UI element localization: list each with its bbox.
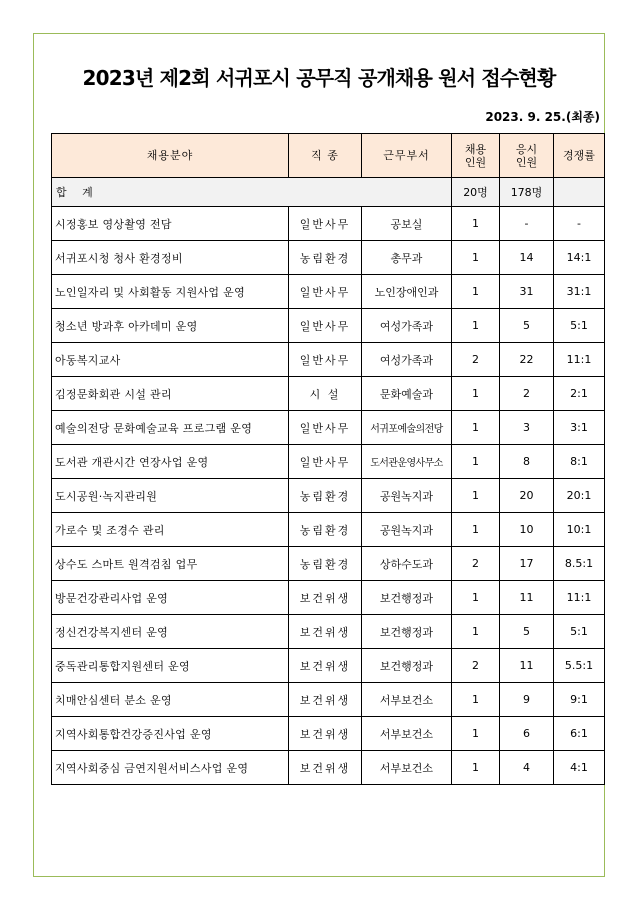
cell-field: 지역사회중심 금연지원서비스사업 운영 — [52, 751, 289, 785]
cell-dept: 총무과 — [362, 241, 452, 275]
cell-job: 일반사무 — [289, 411, 362, 445]
header-field: 채용분야 — [52, 134, 289, 178]
cell-job: 보건위생 — [289, 649, 362, 683]
cell-ratio: 6:1 — [554, 717, 605, 751]
cell-hire: 1 — [452, 751, 500, 785]
cell-hire: 1 — [452, 581, 500, 615]
cell-dept: 서부보건소 — [362, 717, 452, 751]
cell-ratio: 14:1 — [554, 241, 605, 275]
cell-ratio: 5:1 — [554, 309, 605, 343]
cell-hire: 1 — [452, 241, 500, 275]
cell-hire: 1 — [452, 513, 500, 547]
cell-ratio: 9:1 — [554, 683, 605, 717]
cell-applicants: 17 — [500, 547, 554, 581]
cell-ratio: 8.5:1 — [554, 547, 605, 581]
cell-hire: 1 — [452, 445, 500, 479]
table-row — [52, 751, 605, 785]
table-row — [52, 547, 605, 581]
table-row — [52, 275, 605, 309]
cell-job: 농림환경 — [289, 241, 362, 275]
cell-hire: 1 — [452, 377, 500, 411]
cell-dept: 공원녹지과 — [362, 479, 452, 513]
cell-hire: 1 — [452, 411, 500, 445]
total-applicants: 178명 — [500, 178, 554, 207]
header-applicants — [500, 134, 554, 178]
header-job: 직 종 — [289, 134, 362, 178]
cell-job: 농림환경 — [289, 479, 362, 513]
cell-ratio: 3:1 — [554, 411, 605, 445]
cell-hire: 1 — [452, 309, 500, 343]
cell-dept: 보건행정과 — [362, 581, 452, 615]
cell-dept: 보건행정과 — [362, 615, 452, 649]
cell-dept: 여성가족과 — [362, 309, 452, 343]
cell-field: 도서관 개관시간 연장사업 운영 — [52, 445, 289, 479]
table-row — [52, 411, 605, 445]
total-row — [52, 178, 605, 207]
cell-applicants: 14 — [500, 241, 554, 275]
cell-ratio: 5:1 — [554, 615, 605, 649]
cell-field: 치매안심센터 분소 운영 — [52, 683, 289, 717]
cell-hire: 1 — [452, 717, 500, 751]
cell-job: 일반사무 — [289, 343, 362, 377]
cell-field: 노인일자리 및 사회활동 지원사업 운영 — [52, 275, 289, 309]
table-row — [52, 377, 605, 411]
cell-field: 예술의전당 문화예술교육 프로그램 운영 — [52, 411, 289, 445]
cell-hire: 2 — [452, 649, 500, 683]
cell-ratio: 20:1 — [554, 479, 605, 513]
page-title: 2023년 제2회 서귀포시 공무직 공개채용 원서 접수현황 — [82, 66, 556, 90]
cell-applicants: 3 — [500, 411, 554, 445]
cell-job: 보건위생 — [289, 683, 362, 717]
cell-dept: 여성가족과 — [362, 343, 452, 377]
cell-applicants: 11 — [500, 649, 554, 683]
cell-applicants: 31 — [500, 275, 554, 309]
cell-field: 상수도 스마트 원격검침 업무 — [52, 547, 289, 581]
cell-ratio: 5.5:1 — [554, 649, 605, 683]
cell-hire: 2 — [452, 547, 500, 581]
cell-job: 보건위생 — [289, 717, 362, 751]
table-row — [52, 479, 605, 513]
cell-field: 정신건강복지센터 운영 — [52, 615, 289, 649]
cell-job: 일반사무 — [289, 445, 362, 479]
cell-dept: 서부보건소 — [362, 751, 452, 785]
header-hire — [452, 134, 500, 178]
total-ratio — [554, 178, 605, 207]
cell-applicants: 11 — [500, 581, 554, 615]
table-row — [52, 513, 605, 547]
report-date: 2023. 9. 25.(최종) — [485, 110, 600, 124]
cell-field: 방문건강관리사업 운영 — [52, 581, 289, 615]
cell-job: 시 설 — [289, 377, 362, 411]
cell-ratio: 10:1 — [554, 513, 605, 547]
cell-applicants: 4 — [500, 751, 554, 785]
cell-applicants: 10 — [500, 513, 554, 547]
cell-hire: 1 — [452, 615, 500, 649]
table-row — [52, 241, 605, 275]
cell-job: 일반사무 — [289, 275, 362, 309]
cell-hire: 1 — [452, 479, 500, 513]
header-ratio: 경쟁률 — [554, 134, 605, 178]
cell-dept: 공보실 — [362, 207, 452, 241]
cell-field: 지역사회통합건강증진사업 운영 — [52, 717, 289, 751]
cell-job: 일반사무 — [289, 207, 362, 241]
cell-applicants: 8 — [500, 445, 554, 479]
header-applicants-text: 응시 인원 — [515, 142, 538, 169]
cell-dept: 보건행정과 — [362, 649, 452, 683]
cell-applicants: 9 — [500, 683, 554, 717]
cell-applicants: 22 — [500, 343, 554, 377]
cell-ratio: 8:1 — [554, 445, 605, 479]
cell-ratio: 4:1 — [554, 751, 605, 785]
table-row — [52, 649, 605, 683]
table-row — [52, 683, 605, 717]
cell-applicants: 5 — [500, 309, 554, 343]
cell-applicants: 20 — [500, 479, 554, 513]
total-hire: 20명 — [452, 178, 500, 207]
cell-dept: 공원녹지과 — [362, 513, 452, 547]
cell-hire: 1 — [452, 683, 500, 717]
cell-dept: 문화예술과 — [362, 377, 452, 411]
cell-job: 농림환경 — [289, 513, 362, 547]
cell-ratio: 11:1 — [554, 581, 605, 615]
cell-field: 아동복지교사 — [52, 343, 289, 377]
cell-applicants: 6 — [500, 717, 554, 751]
recruitment-table — [51, 133, 605, 785]
cell-dept: 서귀포예술의전당 — [362, 411, 452, 445]
cell-dept: 서부보건소 — [362, 683, 452, 717]
table-row — [52, 615, 605, 649]
table-row — [52, 343, 605, 377]
cell-applicants: - — [500, 207, 554, 241]
cell-job: 보건위생 — [289, 751, 362, 785]
table-row — [52, 207, 605, 241]
table-row — [52, 309, 605, 343]
cell-field: 가로수 및 조경수 관리 — [52, 513, 289, 547]
cell-job: 농림환경 — [289, 547, 362, 581]
cell-job: 보건위생 — [289, 615, 362, 649]
table-row — [52, 581, 605, 615]
cell-dept: 상하수도과 — [362, 547, 452, 581]
cell-hire: 1 — [452, 207, 500, 241]
total-label: 합 계 — [52, 178, 452, 207]
header-row — [52, 134, 605, 178]
cell-field: 청소년 방과후 아카데미 운영 — [52, 309, 289, 343]
cell-hire: 1 — [452, 275, 500, 309]
table-row — [52, 717, 605, 751]
cell-dept: 노인장애인과 — [362, 275, 452, 309]
cell-job: 보건위생 — [289, 581, 362, 615]
cell-ratio: 2:1 — [554, 377, 605, 411]
cell-field: 김정문화회관 시설 관리 — [52, 377, 289, 411]
cell-ratio: 11:1 — [554, 343, 605, 377]
cell-applicants: 5 — [500, 615, 554, 649]
header-hire-text: 채용 인원 — [464, 142, 487, 169]
cell-field: 서귀포시청 청사 환경정비 — [52, 241, 289, 275]
header-dept: 근무부서 — [362, 134, 452, 178]
cell-hire: 2 — [452, 343, 500, 377]
cell-ratio: 31:1 — [554, 275, 605, 309]
cell-job: 일반사무 — [289, 309, 362, 343]
cell-applicants: 2 — [500, 377, 554, 411]
cell-field: 시정홍보 영상촬영 전담 — [52, 207, 289, 241]
table-row — [52, 445, 605, 479]
cell-ratio: - — [554, 207, 605, 241]
cell-field: 도시공원·녹지관리원 — [52, 479, 289, 513]
cell-field: 중독관리통합지원센터 운영 — [52, 649, 289, 683]
cell-dept: 도서관운영사무소 — [362, 445, 452, 479]
